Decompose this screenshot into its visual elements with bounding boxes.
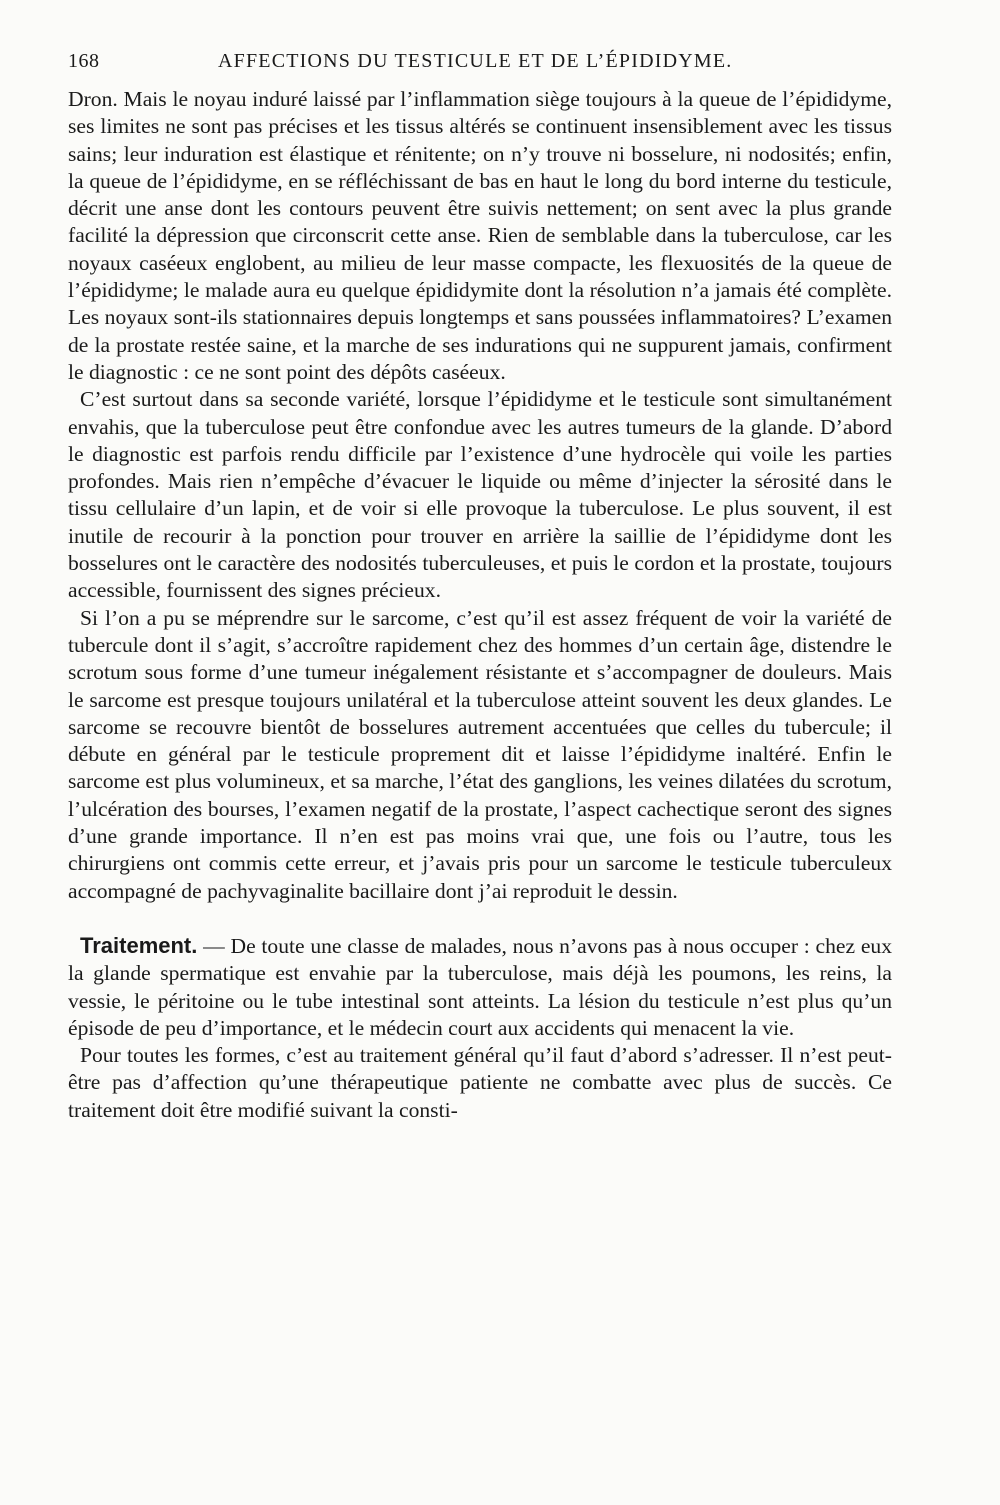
page-body <box>68 86 892 1124</box>
paragraph-second-variety: C’est surtout dans sa seconde variété, lorsque l’épididyme et le testicule sont simultanément envahis, que la tuberculose peut être confondue avec les autres tumeurs de la glande. D’abord le diagnostic est parfois rendu difficile par l’existence d’une hydrocèle qui voile les parties profondes. Mais rien n’empêche d’évacuer le liquide ou même d’injecter la sérosité dans le tissu cellulaire d’un lapin, et de voir si elle provoque la tuberculose. Le plus souvent, il est inutile de recourir à la ponction pour trouver en arrière la saillie de l’épididyme dont les bosselures ont le caractère des nodosités tuberculeuses, et puis le cordon et la prostate, toujours accessible, fournissent des signes précieux. <box>68 387 892 603</box>
paragraph-general-treatment: Pour toutes les formes, c’est au traitement général qu’il faut d’abord s’adresser. Il n’est peut-être pas d’affection qu’une thérapeutique patiente ne combatte avec plus de succès. Ce traitement doit être modifié suivant la consti- <box>68 1043 892 1122</box>
treatment-intro-text: — De toute une classe de malades, nous n’avons pas à nous occuper : chez eux la glande spermatique est envahie par la tuberculose, mais déjà les poumons, les reins, la vessie, le péritoine ou le tube intestinal sont atteints. La lésion du testicule n’est plus qu’un épisode de peu d’importance, et le médecin court aux accidents qui menacent la vie. <box>68 933 892 1040</box>
paragraph-treatment-intro <box>68 932 892 1042</box>
page-number: 168 <box>68 50 100 72</box>
paragraph-sarcoma: Si l’on a pu se méprendre sur le sarcome, c’est qu’il est assez fréquent de voir la variété de tubercule dont il s’agit, s’accroître rapidement chez des hommes d’un certain âge, distendre le scrotum sous forme d’une tumeur inégalement résistante et s’accompagner de douleurs. Mais le sarcome est presque toujours unilatéral et la tuberculose atteint souvent les deux glandes. Le sarcome se recouvre bientôt de bosselures autrement accentuées que celles du tubercule; il débute en général par le testicule proprement dit et laisse l’épididyme inaltéré. Enfin le sarcome est plus volumineux, et sa marche, l’état des ganglions, les veines dilatées du scrotum, l’ulcération des bourses, l’examen negatif de la prostate, l’aspect cachectique seront des signes d’une grande importance. Il n’en est pas moins vrai que, une fois ou l’autre, tous les chirurgiens ont commis cette erreur, et j’avais pris pour un sarcome le testicule tuberculeux accompagné de pachyvaginalite bacillaire dont j’ai reproduit le dessin. <box>68 605 892 903</box>
running-title: AFFECTIONS DU TESTICULE ET DE L’ÉPIDIDYME. <box>218 50 733 72</box>
paragraph-diagnosis-epididymitis: Dron. Mais le noyau induré laissé par l’inflammation siège toujours à la queue de l’épididyme, ses limites ne sont pas précises et les tissus altérés se continuent insensiblement avec les tissus sains; leur induration est élastique et rénitente; on n’y trouve ni bosselure, ni nodosités; enfin, la queue de l’épididyme, en se réfléchissant de bas en haut le long du bord interne du testicule, décrit une anse dont les contours peuvent être suivis nettement; on sent avec la plus grande facilité la dépression que circonscrit cette anse. Rien de semblable dans la tuberculose, car les noyaux caséeux englobent, au milieu de leur masse compacte, les flexuosités de la queue de l’épididyme; le malade aura eu quelque épididymite dont la résolution n’a jamais été complète. Les noyaux sont-ils stationnaires depuis longtemps et sans poussées inflammatoires? L’examen de la prostate restée saine, et la marche de ses indurations qui ne suppurent jamais, confirment le diagnostic : ce ne sont point des dépôts caséeux. <box>68 87 892 384</box>
page-header <box>68 50 898 82</box>
section-heading-treatment: Traitement. <box>80 932 198 958</box>
